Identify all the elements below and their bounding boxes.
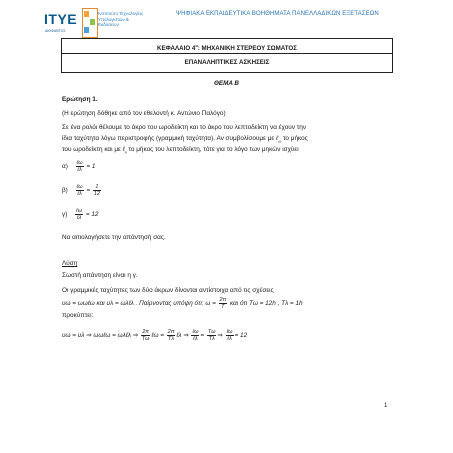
title-box — [61, 38, 393, 73]
itye-logo — [44, 8, 144, 38]
logo-graphic-icon — [82, 8, 98, 38]
solution-answer: Σωστή απάντηση είναι η γ. — [62, 272, 138, 279]
solution-heading: Λύση — [62, 260, 78, 267]
thema-heading: ΘΕΜΑ Β — [214, 80, 239, 87]
solution-line-1: Οι γραμμικές ταχύτητες των δύο άκρων δίνονται αντίστοιχα από τις σχέσεις — [62, 287, 274, 294]
question-line-1: Σε ένα ρολόι θέλουμε το άκρο του ωροδείκτη και το άκρο του λεπτοδείκτη να έχουν την — [62, 124, 306, 131]
option-b: β) $\frac{\text{ℓω}}{\text{ℓλ}}$ = $\frac{1}{12}$ — [62, 184, 100, 197]
question-line-2: ίδια ταχύτητα λόγω περιστροφής (γραμμική ταχύτητα). Αν συμβολίσουμε με ℓ$_\omega$ το μήκος — [62, 135, 308, 144]
logo-sub: ΔΙΟΦΑΝΤΟΣ — [45, 29, 66, 33]
solution-equation: υω = υλ ⇒ ωωℓω = ωλℓλ ⇒ $\frac{2\pi}{T\omega}$ ℓω = $\frac{2\pi}{T\lambda}$ ℓλ ⇒ $\frac{\text{ℓω}}{\text{ℓλ}}$ = $\frac{T\omega}{T\lambda}$ ⇒ $\frac{\text{ℓω}}{\text{ℓλ}}$ = 12 — [62, 329, 248, 342]
question-heading: Ερώτηση 1. — [62, 96, 98, 103]
logo-word: ITYE — [44, 11, 78, 27]
question-source: (Η ερώτηση δόθηκε από τον εθελοντή κ. Αντώνιο Παλόγο) — [62, 110, 226, 117]
option-c: γ) $\frac{\text{ℓω}}{\text{ℓλ}}$ = 12 — [62, 208, 99, 221]
solution-line-2: υω = ωωℓω και υλ = ωλℓλ . Παίρνοντας υπόψη ότι: ω = $\frac{2\pi}{T}$ και ότι Tω = 12h , Tλ = 1h — [62, 297, 303, 310]
solution-line-3: προκύπτει: — [62, 312, 94, 319]
page-number: 1 — [384, 403, 388, 409]
option-a: α) $\frac{\text{ℓω}}{\text{ℓλ}}$ = 1 — [62, 160, 96, 173]
question-line-3: του ωροδείκτη και με ℓ$_\lambda$ το μήκος του λεπτοδείκτη, τότε για το λόγο των μηκών ισχύει — [62, 146, 299, 155]
header-title: ΨΗΦΙΑΚΑ ΕΚΠΑΙΔΕΥΤΙΚΑ ΒΟΗΘΗΜΑΤΑ ΠΑΝΕΛΛΑΔΙΚΩΝ ΕΞΕΤΑΣΕΩΝ — [176, 11, 379, 17]
chapter-subtitle: ΕΠΑΝΑΛΗΠΤΙΚΕΣ ΑΣΚΗΣΕΙΣ — [184, 59, 270, 66]
logo-text: Ινστιτούτο Τεχνολογίας Υπολογιστών & Εκδόσεων — [98, 11, 144, 27]
chapter-title: ΚΕΦΑΛΑΙΟ $4^o$: ΜΗΧΑΝΙΚΗ ΣΤΕΡΕΟΥ ΣΩΜΑΤΟΣ — [62, 39, 392, 54]
instruction: Να αιτιολογήσετε την απάντησή σας. — [62, 234, 166, 241]
